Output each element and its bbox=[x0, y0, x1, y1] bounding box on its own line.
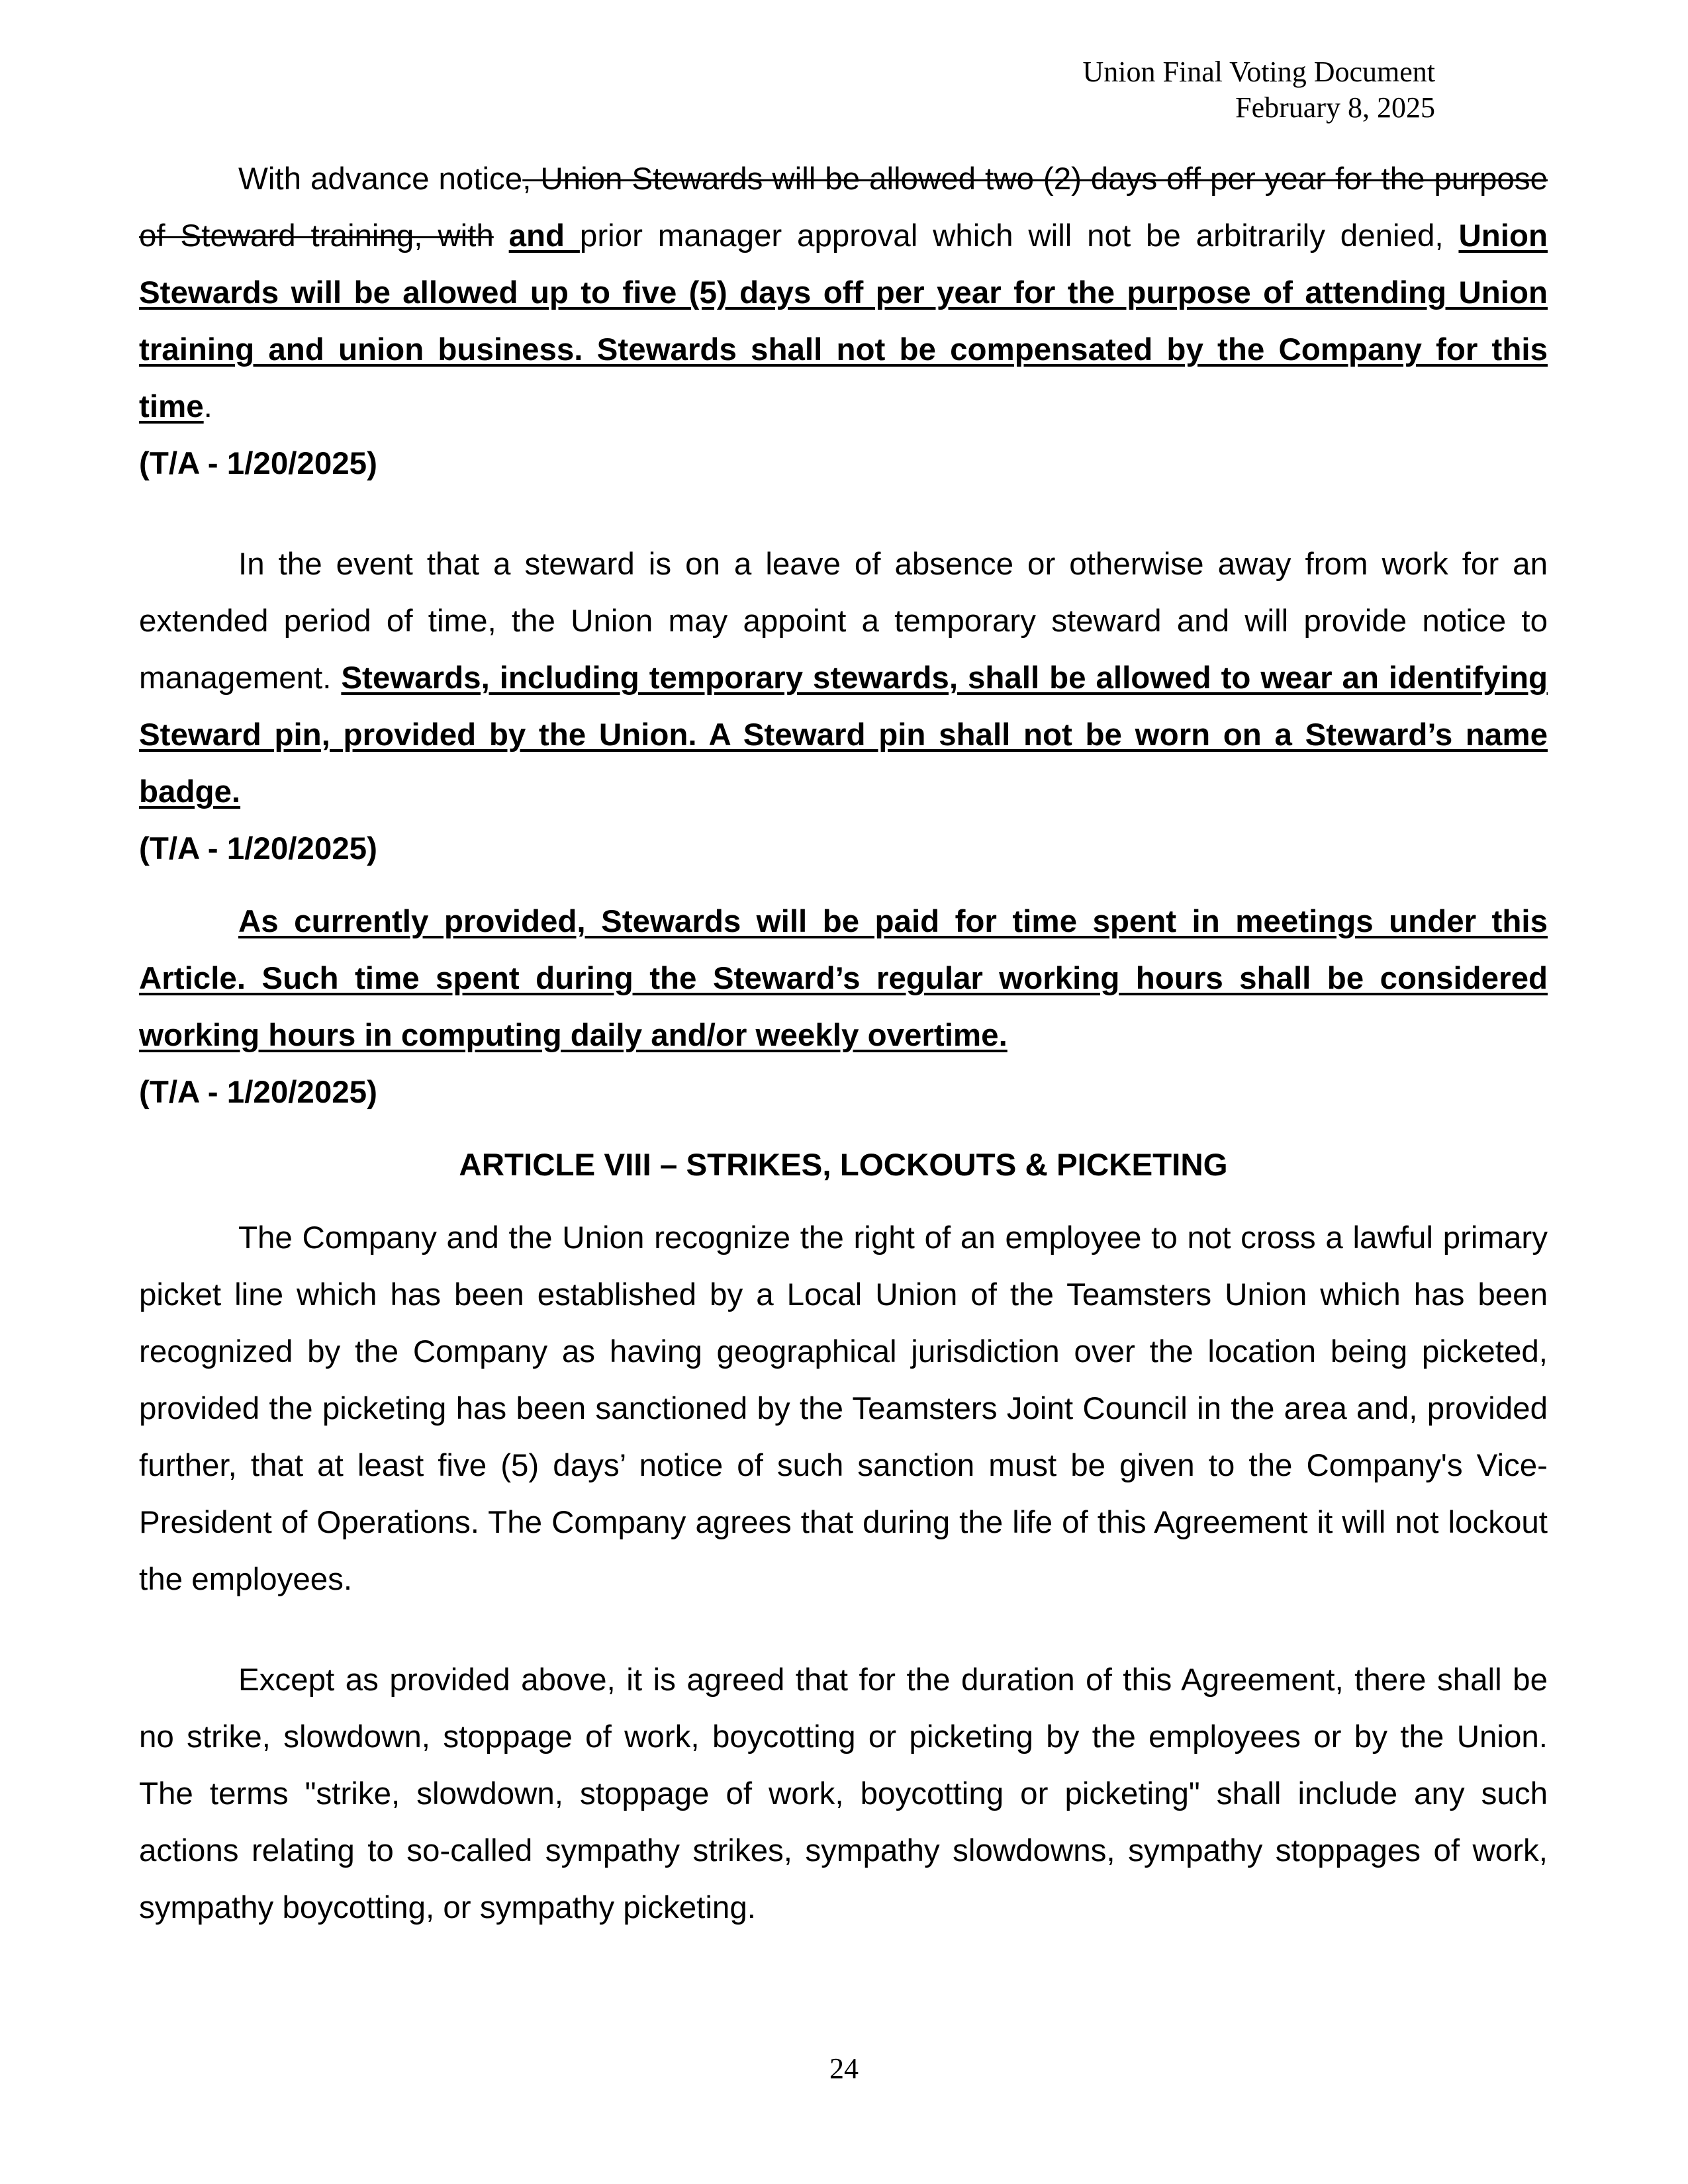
plain-text: . bbox=[203, 389, 212, 424]
picket-line-paragraph: The Company and the Union recognize the right of an employee to not cross a lawful primary picket line which has been established by a Local Union of the Teamsters Union which has been recognized by the Company as having geographical jurisdiction over the location being picketed, provided the picketing has been sanctioned by the Teamsters Joint Council in the area and, provided further, that at least five (5) days’ notice of such sanction must be given to the Company's Vice-President of Operations. The Company agrees that during the life of this Agreement it will not lockout the employees. bbox=[139, 1220, 1548, 1597]
plain-text bbox=[494, 218, 509, 253]
steward-pay-paragraph bbox=[139, 893, 1548, 1064]
tentative-agreement-note: (T/A - 1/20/2025) bbox=[139, 831, 377, 866]
inserted-text: Union Stewards will be allowed up to five (5) days off per year for the purpose of attending Union training and union business. Stewards shall not be compensated by the Company for this time bbox=[139, 218, 1548, 424]
article-heading: ARTICLE VIII – STRIKES, LOCKOUTS & PICKETING bbox=[459, 1148, 1228, 1183]
inserted-text: As currently provided, Stewards will be paid for time spent in meetings under this Article. Such time spent during the Steward’s regular working hours shall be considered working hours in computing daily and/or weekly overtime. bbox=[139, 904, 1548, 1053]
plain-text: prior manager approval which will not be arbitrarily denied, bbox=[579, 218, 1459, 253]
inserted-text: Stewards, including temporary stewards, shall be allowed to wear an identifying Steward pin, provided by the Union. A Steward pin shall not be worn on a Steward’s name badge. bbox=[139, 660, 1548, 809]
inserted-text: and bbox=[508, 218, 580, 253]
document-title: Union Final Voting Document bbox=[1082, 56, 1435, 88]
page-header bbox=[1083, 54, 1436, 126]
tentative-agreement-note: (T/A - 1/20/2025) bbox=[139, 446, 377, 481]
tentative-agreement-note: (T/A - 1/20/2025) bbox=[139, 1075, 377, 1110]
no-strike-paragraph: Except as provided above, it is agreed that for the duration of this Agreement, there shall be no strike, slowdown, stoppage of work, boycotting or picketing by the employees or by the Union. The terms "strike, slowdown, stoppage of work, boycotting or picketing" shall include any such actions relating to so-called sympathy strikes, sympathy slowdowns, sympathy stoppages of work, sympathy boycotting, or sympathy picketing. bbox=[139, 1662, 1548, 1925]
temporary-steward-paragraph bbox=[139, 536, 1548, 821]
struck-text: , Union Stewards will be allowed two (2) days off per year for the purpose of Steward training, with bbox=[139, 161, 1548, 253]
steward-training-paragraph bbox=[139, 151, 1548, 435]
plain-text: In the event that a steward is on a leave of absence or otherwise away from work for an extended period of time, the Union may appoint a temporary steward and will provide notice to management. bbox=[139, 547, 1548, 696]
document-date: February 8, 2025 bbox=[1235, 91, 1435, 124]
plain-text: With advance notice bbox=[238, 161, 523, 197]
page-number: 24 bbox=[829, 2052, 859, 2085]
document-body bbox=[139, 151, 1548, 1936]
